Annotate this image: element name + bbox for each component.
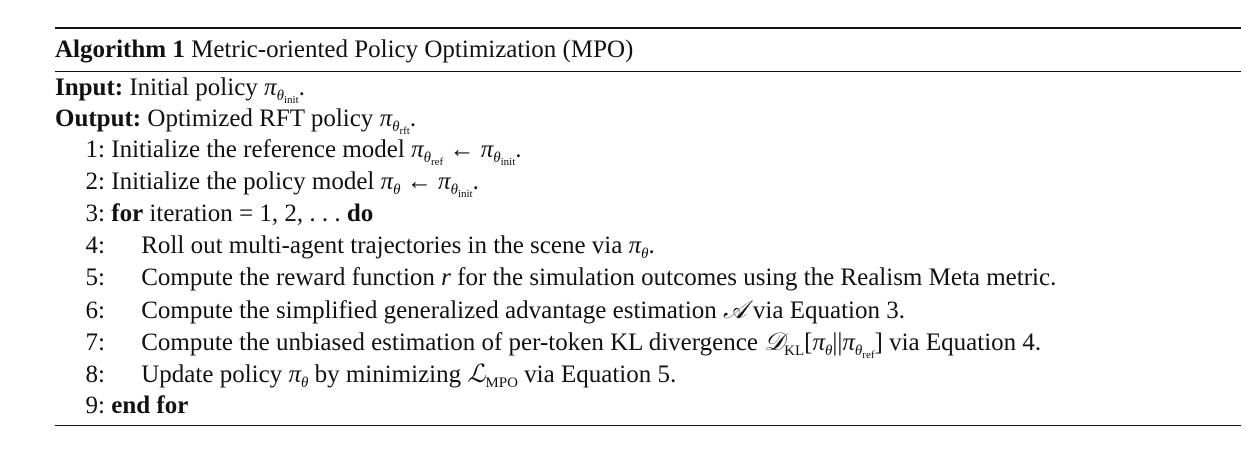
input-line — [55, 72, 1241, 106]
step-4 — [55, 230, 1241, 262]
output-text: Optimized RFT policy — [147, 105, 374, 132]
output-end: . — [409, 105, 417, 132]
output-line — [55, 103, 1241, 137]
step-text: Initialize the reference model $\pi_{\theta_{ref}}$ ← $\pi_{\theta_{init}}$. — [111, 136, 522, 168]
input-label: Input: — [55, 74, 124, 101]
step-number: 8: — [85, 361, 105, 388]
step-8 — [55, 358, 1241, 390]
step-text: end for — [111, 392, 189, 419]
step-number: 1: — [85, 136, 105, 163]
algorithm-block — [55, 27, 1241, 426]
step-text: Roll out multi-agent trajectories in the scene via $\pi_\theta$. — [141, 232, 655, 262]
step-number: 3: — [85, 200, 105, 227]
step-number: 2: — [85, 168, 105, 195]
input-text: Initial policy — [129, 74, 258, 101]
step-text: for iteration = 1, 2, . . . do — [111, 200, 374, 227]
step-number: 7: — [85, 329, 105, 356]
bottom-rule — [55, 425, 1241, 426]
algorithm-label: Algorithm 1 — [55, 36, 185, 63]
input-math: $\pi_{\theta_{init}}$ — [264, 74, 299, 106]
step-text: Compute the unbiased estimation of per-token KL divergence $𝒟_{KL}[\pi_\theta||\pi_{\theta_{ref}}]$ via Equation 4. — [141, 327, 1042, 361]
algorithm-header — [55, 29, 1241, 71]
step-3 — [55, 198, 1241, 230]
step-text: Compute the reward function r for the simulation outcomes using the Realism Meta metric. — [141, 264, 1057, 291]
step-number: 4: — [85, 232, 105, 259]
output-label: Output: — [55, 105, 142, 132]
step-2 — [55, 166, 1241, 198]
step-text: Compute the simplified generalized advantage estimation 𝒜 via Equation 3. — [141, 295, 905, 324]
step-7 — [55, 326, 1241, 361]
step-6 — [55, 294, 1241, 326]
input-end: . — [298, 74, 305, 101]
step-1 — [55, 134, 1241, 166]
step-9 — [55, 390, 1241, 422]
algorithm-title: Metric-oriented Policy Optimization (MPO) — [191, 36, 634, 63]
step-number: 9: — [85, 392, 105, 419]
step-number: 5: — [85, 264, 105, 291]
step-text: Update policy $\pi_\theta$ by minimizing ℒ$_{MPO}$ via Equation 5. — [141, 359, 677, 391]
output-math: $\pi_{\theta_{rft}}$ — [379, 105, 410, 137]
step-number: 6: — [85, 297, 105, 324]
step-text: Initialize the policy model $\pi_\theta$ ← $\pi_{\theta_{init}}$. — [111, 168, 479, 200]
step-5 — [55, 262, 1241, 294]
